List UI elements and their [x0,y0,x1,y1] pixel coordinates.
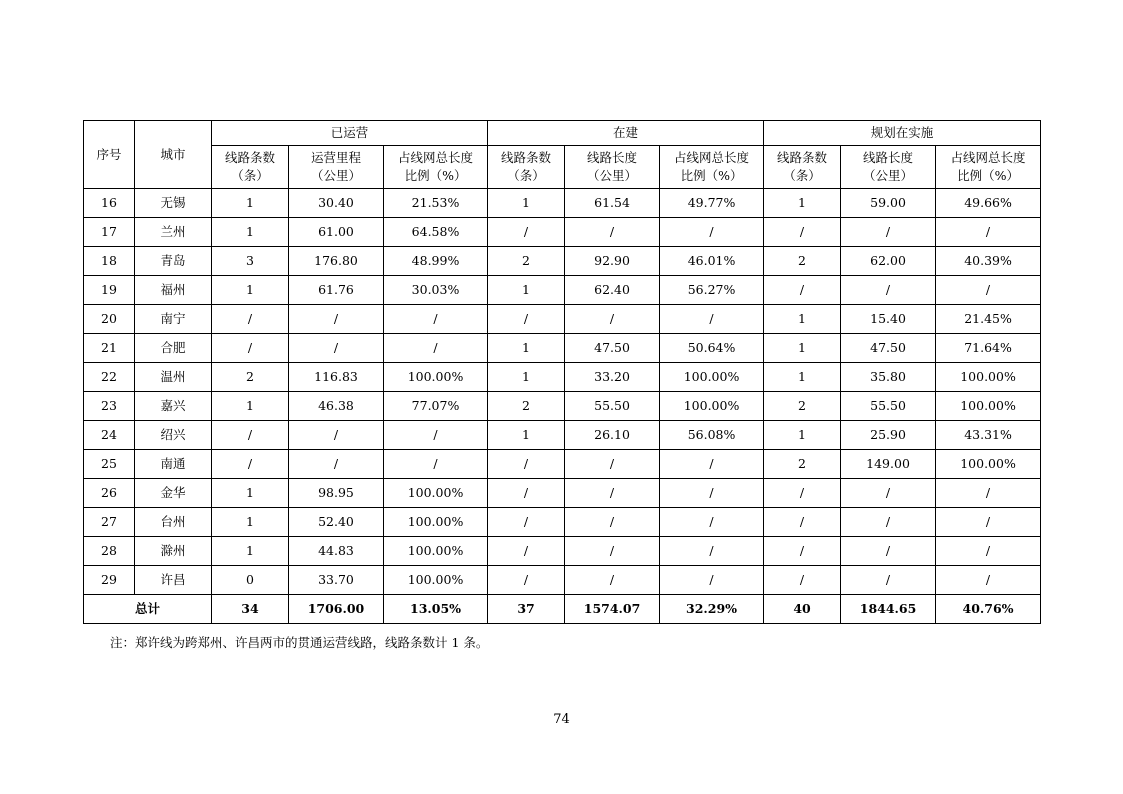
table-cell: / [841,537,936,566]
header-sub-5 [660,146,764,189]
table-row [84,421,1041,450]
table-cell: 47.50 [841,334,936,363]
table-cell: / [660,537,764,566]
table-cell: 49.77% [660,189,764,218]
table-cell: 2 [488,247,565,276]
table-cell: 2 [764,450,841,479]
table-row [84,276,1041,305]
table-cell: 1 [212,276,289,305]
table-cell: 25.90 [841,421,936,450]
row-city: 金华 [135,479,212,508]
table-cell: / [565,305,660,334]
row-city: 绍兴 [135,421,212,450]
header-city: 城市 [135,121,212,189]
header-sub-line: 线路条数 [224,150,275,165]
header-sub-3 [488,146,565,189]
table-cell: 2 [488,392,565,421]
header-sub-line: （公里） [310,168,361,183]
header-sub-0 [212,146,289,189]
header-sub-line: 线路长度 [587,150,638,165]
table-cell: / [565,508,660,537]
table-cell: 52.40 [289,508,384,537]
table-cell: / [660,479,764,508]
header-group-operating: 已运营 [212,121,488,146]
header-sub-line: 线路条数 [501,150,552,165]
table-cell: / [764,479,841,508]
header-sub-line: 线路条数 [777,150,828,165]
header-sub-line: 比例（%） [957,168,1019,183]
table-cell: 1 [764,334,841,363]
header-sub-6 [764,146,841,189]
table-cell: / [660,566,764,595]
table-cell: / [936,566,1041,595]
table-cell: 33.20 [565,363,660,392]
table-cell: 61.54 [565,189,660,218]
table-cell: 100.00% [660,363,764,392]
table-cell: / [936,479,1041,508]
table-cell: 30.40 [289,189,384,218]
table-cell: 33.70 [289,566,384,595]
table-cell: / [841,218,936,247]
footnote: 注：郑许线为跨郑州、许昌两市的贯通运营线路，线路条数计 1 条。 [110,635,489,650]
row-seq: 19 [84,276,135,305]
header-sub-line: 占线网总长度 [398,150,474,165]
table-cell: / [764,218,841,247]
table-cell: 100.00% [936,450,1041,479]
table-cell: / [660,218,764,247]
table-row [84,189,1041,218]
table-cell: 0 [212,566,289,595]
row-seq: 28 [84,537,135,566]
table-cell: 15.40 [841,305,936,334]
table-cell: / [212,421,289,450]
table-cell: 100.00% [660,392,764,421]
table-cell: 1 [764,363,841,392]
table-cell: 3 [212,247,289,276]
table-cell: 2 [764,392,841,421]
table-body [84,189,1041,595]
table-cell: / [841,566,936,595]
table-cell: 46.01% [660,247,764,276]
table-cell: / [488,508,565,537]
table-cell: 92.90 [565,247,660,276]
table-cell: / [212,334,289,363]
table-cell: / [660,305,764,334]
table-cell: 116.83 [289,363,384,392]
header-sub-line: 线路长度 [863,150,914,165]
total-label: 总计 [84,595,212,624]
table-cell: / [488,479,565,508]
table-cell: 100.00% [384,508,488,537]
row-seq: 25 [84,450,135,479]
table-cell: 1 [764,421,841,450]
table-cell: 50.64% [660,334,764,363]
table-cell: 1 [488,276,565,305]
table-cell: / [488,218,565,247]
table-cell: / [764,566,841,595]
header-sub-4 [565,146,660,189]
row-city: 福州 [135,276,212,305]
table-cell: / [384,450,488,479]
table-cell: 43.31% [936,421,1041,450]
row-city: 兰州 [135,218,212,247]
table-cell: 1 [488,363,565,392]
row-seq: 26 [84,479,135,508]
row-seq: 22 [84,363,135,392]
total-cell: 40 [764,595,841,624]
table-cell: 55.50 [841,392,936,421]
table-cell: 100.00% [384,479,488,508]
row-city: 温州 [135,363,212,392]
table-cell: / [384,334,488,363]
total-cell: 1844.65 [841,595,936,624]
header-sub-line: 占线网总长度 [950,150,1026,165]
row-city: 滁州 [135,537,212,566]
table-cell: 100.00% [936,392,1041,421]
table-cell: 1 [212,537,289,566]
table-cell: / [289,421,384,450]
table-cell: / [565,566,660,595]
table-row [84,305,1041,334]
table-cell: 98.95 [289,479,384,508]
table-cell: / [488,450,565,479]
table-cell: 1 [212,218,289,247]
row-seq: 18 [84,247,135,276]
table-cell: 46.38 [289,392,384,421]
table-cell: 2 [764,247,841,276]
table-cell: 55.50 [565,392,660,421]
table-cell: 48.99% [384,247,488,276]
table-row [84,218,1041,247]
table-cell: / [936,537,1041,566]
table-cell: 71.64% [936,334,1041,363]
table-cell: 40.39% [936,247,1041,276]
row-city: 台州 [135,508,212,537]
row-seq: 17 [84,218,135,247]
rail-transit-table [83,120,1041,624]
header-group-planned: 规划在实施 [764,121,1041,146]
table-row [84,479,1041,508]
header-sub-line: （公里） [863,168,914,183]
total-cell: 37 [488,595,565,624]
row-seq: 20 [84,305,135,334]
table-cell: / [384,421,488,450]
row-city: 南宁 [135,305,212,334]
table-cell: / [936,508,1041,537]
table-row [84,392,1041,421]
table-row [84,334,1041,363]
table-cell: 1 [488,421,565,450]
table-cell: 1 [764,189,841,218]
table-cell: 64.58% [384,218,488,247]
header-row-sub [84,146,1041,189]
table-cell: 1 [212,479,289,508]
table-cell: 100.00% [384,566,488,595]
table-cell: / [764,537,841,566]
table-cell: 56.27% [660,276,764,305]
table-cell: 1 [212,189,289,218]
table-cell: 21.45% [936,305,1041,334]
table-cell: / [764,508,841,537]
row-seq: 16 [84,189,135,218]
table-cell: 2 [212,363,289,392]
total-row [84,595,1041,624]
table-cell: / [660,508,764,537]
table-cell: / [488,305,565,334]
table-cell: / [841,276,936,305]
table-cell: 47.50 [565,334,660,363]
row-city: 无锡 [135,189,212,218]
table-cell: 1 [488,334,565,363]
table-cell: 1 [212,508,289,537]
total-cell: 34 [212,595,289,624]
row-city: 南通 [135,450,212,479]
total-cell: 40.76% [936,595,1041,624]
table-cell: / [565,450,660,479]
header-sub-line: 占线网总长度 [674,150,750,165]
table-cell: 35.80 [841,363,936,392]
header-sub-line: 比例（%） [680,168,743,183]
header-sub-line: （条） [507,168,545,183]
table-cell: / [565,537,660,566]
total-cell: 13.05% [384,595,488,624]
table-cell: / [488,537,565,566]
table-cell: / [936,218,1041,247]
table-row [84,537,1041,566]
table-cell: 100.00% [384,363,488,392]
table-cell: 77.07% [384,392,488,421]
header-sub-line: 比例（%） [404,168,467,183]
row-seq: 27 [84,508,135,537]
table-row [84,566,1041,595]
table-cell: / [660,450,764,479]
table-cell: 56.08% [660,421,764,450]
row-city: 嘉兴 [135,392,212,421]
total-cell: 32.29% [660,595,764,624]
table-cell: / [384,305,488,334]
table-cell: 44.83 [289,537,384,566]
table-cell: 62.40 [565,276,660,305]
table-cell: 21.53% [384,189,488,218]
row-seq: 24 [84,421,135,450]
table-cell: / [841,508,936,537]
table-cell: / [212,305,289,334]
table-row [84,363,1041,392]
header-sub-line: （条） [783,168,821,183]
table-cell: 49.66% [936,189,1041,218]
table-cell: / [841,479,936,508]
header-sub-line: 运营里程 [310,150,361,165]
table-cell: 149.00 [841,450,936,479]
page-number: 74 [553,712,570,727]
row-city: 许昌 [135,566,212,595]
row-seq: 23 [84,392,135,421]
table-cell: / [936,276,1041,305]
header-sub-2 [384,146,488,189]
row-seq: 21 [84,334,135,363]
table-cell: / [565,218,660,247]
table-cell: 100.00% [384,537,488,566]
table-cell: / [289,334,384,363]
table-cell: 26.10 [565,421,660,450]
header-row-groups [84,121,1041,146]
table-cell: 1 [488,189,565,218]
total-cell: 1706.00 [289,595,384,624]
header-seq: 序号 [84,121,135,189]
row-city: 合肥 [135,334,212,363]
table-row [84,508,1041,537]
table-cell: 1 [764,305,841,334]
row-seq: 29 [84,566,135,595]
table-cell: 61.00 [289,218,384,247]
header-sub-1 [289,146,384,189]
table-cell: / [289,450,384,479]
total-cell: 1574.07 [565,595,660,624]
table-row [84,450,1041,479]
table-cell: 176.80 [289,247,384,276]
table-cell: 61.76 [289,276,384,305]
header-group-under-construction: 在建 [488,121,764,146]
table-cell: / [565,479,660,508]
table-cell: 1 [212,392,289,421]
header-sub-8 [936,146,1041,189]
table-cell: / [289,305,384,334]
header-sub-line: （条） [231,168,269,183]
table-cell: 100.00% [936,363,1041,392]
header-sub-7 [841,146,936,189]
table-cell: / [764,276,841,305]
table-cell: / [488,566,565,595]
table-row [84,247,1041,276]
table-cell: 30.03% [384,276,488,305]
table-cell: 62.00 [841,247,936,276]
table-cell: / [212,450,289,479]
table-cell: 59.00 [841,189,936,218]
row-city: 青岛 [135,247,212,276]
header-sub-line: （公里） [587,168,638,183]
